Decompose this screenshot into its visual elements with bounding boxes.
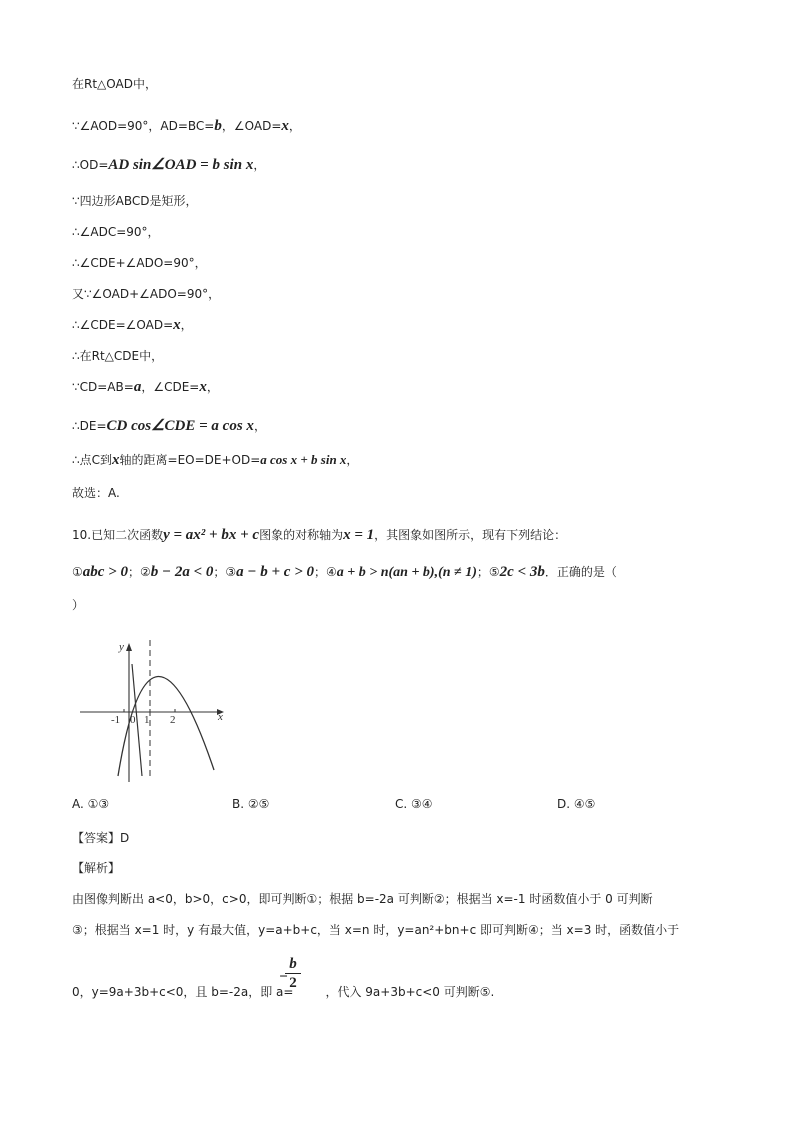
text-line: 在Rt△OAD中， — [72, 77, 157, 91]
text-line: ∴OD=AD sin∠OAD = b sin x， — [72, 157, 266, 173]
analysis-label: 【解析】 — [72, 861, 121, 875]
fraction-neg-b-over-2: − b 2 — [283, 956, 303, 991]
analysis-paragraph: 0，y=9a+3b+c<0，且 b=-2a，即 a= ，代入 9a+3b+c<0 可判断⑤. — [72, 985, 495, 999]
text-line: ∴在Rt△CDE中， — [72, 349, 164, 363]
answer-label: 【答案】D — [72, 831, 130, 845]
text-line: 故选：A. — [72, 486, 120, 500]
option-c[interactable]: C. ③④ — [395, 797, 433, 811]
text-line: ） — [72, 598, 85, 612]
option-a[interactable]: A. ①③ — [72, 797, 110, 811]
question-conditions: ①abc > 0；②b − 2a < 0；③a − b + c > 0；④a + b > n(an + b),(n ≠ 1)；⑤2c < 3b．正确的是（ — [72, 564, 617, 580]
option-b[interactable]: B. ②⑤ — [232, 797, 270, 811]
text-line: ∴∠ADC=90°， — [72, 225, 160, 239]
text-line: ∴∠CDE+∠ADO=90°， — [72, 256, 207, 270]
text-line: ∴DE=CD cos∠CDE = a cos x， — [72, 418, 266, 434]
tick-label-1: 1 — [144, 714, 150, 726]
question-stem: 10.已知二次函数y = ax² + bx + c图象的对称轴为x = 1，其图象如图所示，现有下列结论： — [72, 527, 567, 543]
parabola-curve — [118, 676, 214, 776]
y-axis-label: y — [119, 641, 124, 653]
analysis-paragraph: 由图像判断出 a<0，b>0，c>0，即可判断①；根据 b=-2a 可判断②；根据当 x=-1 时函数值小于 0 可判断 — [72, 892, 653, 906]
text-line: ∵∠AOD=90°，AD=BC=b，∠OAD=x， — [72, 118, 301, 134]
text-line: ∵CD=AB=a，∠CDE=x， — [72, 379, 219, 395]
text-line: ∵四边形ABCD是矩形， — [72, 194, 198, 208]
text-line: 又∵∠OAD+∠ADO=90°， — [72, 287, 221, 301]
tick-label-2: 2 — [170, 714, 176, 726]
tick-label-neg1: -1 — [111, 714, 121, 726]
y-axis-arrow-icon — [126, 643, 132, 651]
text-line: ∴∠CDE=∠OAD=x， — [72, 317, 193, 333]
text-line: ∴点C到x轴的距离=EO=DE+OD=a cos x + b sin x， — [72, 452, 359, 468]
analysis-paragraph: ③；根据当 x=1 时，y 有最大值，y=a+b+c，当 x=n 时，y=an²+bn+c 即可判断④；当 x=3 时，函数值小于 — [72, 923, 680, 937]
option-d[interactable]: D. ④⑤ — [557, 797, 596, 811]
tick-label-0: 0 — [130, 714, 136, 726]
parabola-graph — [78, 636, 242, 784]
x-axis-label: x — [218, 711, 223, 723]
